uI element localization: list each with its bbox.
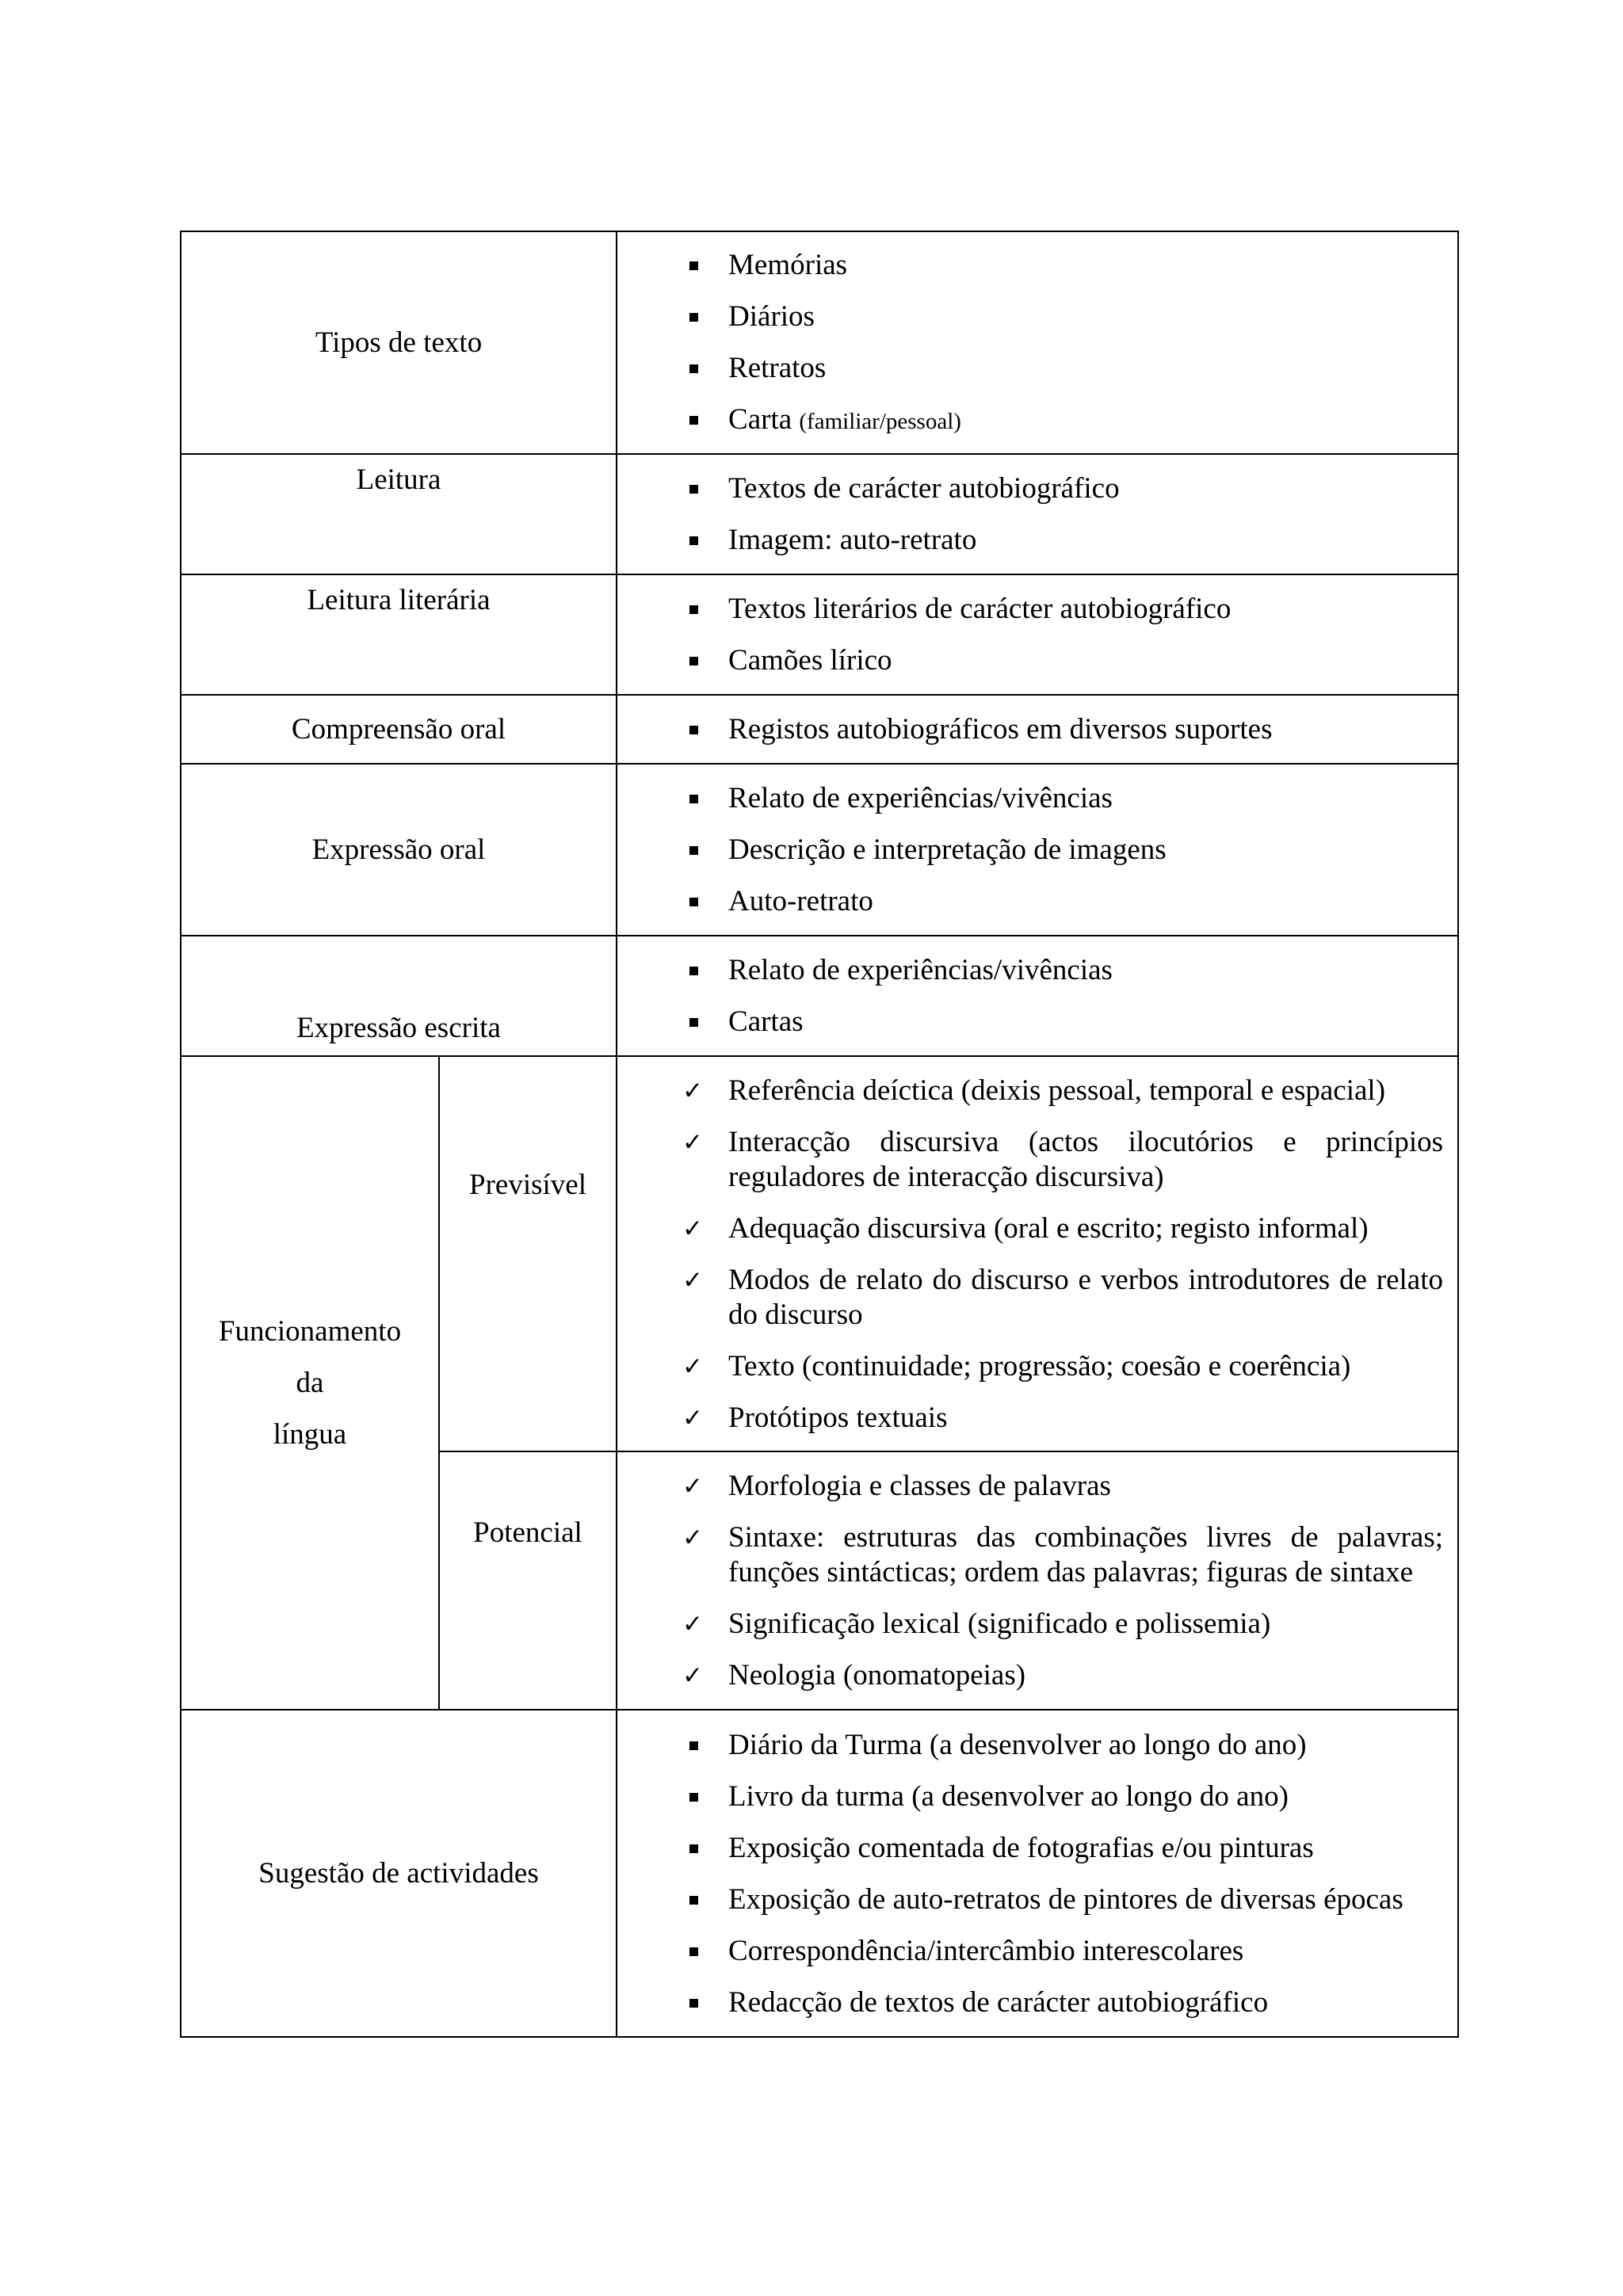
- row-label: Tipos de texto: [181, 231, 617, 454]
- row-content: [617, 936, 1458, 1056]
- square-bullet-icon: [689, 1896, 698, 1905]
- checkmark-icon: ✓: [682, 1127, 704, 1157]
- carta-note: (familiar/pessoal): [799, 408, 961, 434]
- list-item: Memórias: [617, 248, 1443, 283]
- list-item: Relato de experiências/vivências: [617, 781, 1443, 816]
- list-item: Auto-retrato: [617, 884, 1443, 919]
- list-item: ✓ Texto (continuidade; progressão; coesão e coerência): [682, 1349, 1351, 1383]
- list-item: ✓ Neologia (onomatopeias): [682, 1659, 1026, 1691]
- row-label: Sugestão de actividades: [181, 1710, 617, 2037]
- list-item: Exposição comentada de fotografias e/ou pinturas: [617, 1831, 1443, 1866]
- square-bullet-icon: [689, 485, 698, 494]
- square-bullet-icon: [689, 898, 698, 906]
- row-tipos-de-texto: [181, 231, 1458, 454]
- square-bullet-icon: [689, 846, 698, 855]
- row-content: [617, 574, 1458, 695]
- row-label: Compreensão oral: [181, 695, 617, 764]
- list-item: Registos autobiográficos em diversos suportes: [617, 712, 1443, 747]
- potencial-label: Potencial: [439, 1451, 617, 1710]
- list-item: Diários: [617, 299, 1443, 334]
- list-item: Relato de experiências/vivências: [617, 953, 1443, 988]
- list-item: ✓ Modos de relato do discurso e verbos introdutores de relato do discurso: [682, 1263, 1444, 1331]
- row-content: [617, 231, 1458, 454]
- funcionamento-label: Funcionamento da língua: [181, 1056, 439, 1710]
- list-item: ✓ Sintaxe: estruturas das combinações livres de palavras; funções sintácticas; ordem das palavras; figuras de sintaxe: [682, 1521, 1444, 1589]
- square-bullet-icon: [689, 1741, 698, 1750]
- square-bullet-icon: [689, 1018, 698, 1027]
- curriculum-table: [180, 231, 1459, 2038]
- previsivel-label: Previsível: [439, 1056, 617, 1451]
- row-leitura: [181, 454, 1458, 574]
- list-item: Descrição e interpretação de imagens: [617, 833, 1443, 868]
- square-bullet-icon: [689, 967, 698, 975]
- square-bullet-icon: [689, 605, 698, 614]
- checkmark-icon: ✓: [682, 1265, 704, 1295]
- row-funcionamento-previsivel: [181, 1056, 1458, 1451]
- row-label: Leitura: [181, 454, 617, 574]
- checkmark-icon: ✓: [682, 1403, 704, 1432]
- row-leitura-literaria: [181, 574, 1458, 695]
- square-bullet-icon: [689, 657, 698, 666]
- checkmark-icon: ✓: [682, 1214, 704, 1243]
- row-label: Expressão escrita: [181, 936, 617, 1056]
- row-content: [617, 695, 1458, 764]
- checkmark-icon: ✓: [682, 1352, 704, 1381]
- square-bullet-icon: [689, 795, 698, 803]
- list-item: ✓ Adequação discursiva (oral e escrito; registo informal): [682, 1211, 1369, 1245]
- list-item: ✓ Interacção discursiva (actos ilocutórios e princípios reguladores de interacção discursiva): [682, 1125, 1444, 1193]
- list-item: Exposição de auto-retratos de pintores de diversas épocas: [617, 1882, 1443, 1917]
- row-expressao-oral: [181, 764, 1458, 936]
- row-sugestao-actividades: [181, 1710, 1458, 2037]
- list-item: Livro da turma (a desenvolver ao longo do ano): [617, 1779, 1443, 1814]
- list-item: Diário da Turma (a desenvolver ao longo do ano): [617, 1728, 1443, 1763]
- list-item: Redacção de textos de carácter autobiográfico: [617, 1985, 1443, 2020]
- list-item: Cartas: [617, 1005, 1443, 1039]
- list-item: ✓ Referência deíctica (deixis pessoal, temporal e espacial): [682, 1074, 1386, 1107]
- square-bullet-icon: [689, 364, 698, 373]
- checkmark-icon: ✓: [682, 1524, 704, 1552]
- square-bullet-icon: [689, 1844, 698, 1853]
- row-content: [617, 1710, 1458, 2037]
- square-bullet-icon: [689, 1947, 698, 1956]
- list-item: ✓ Protótipos textuais: [682, 1401, 948, 1434]
- square-bullet-icon: [689, 726, 698, 734]
- list-item: Camões lírico: [617, 643, 1443, 678]
- row-content: [617, 1451, 1458, 1710]
- checkmark-icon: ✓: [682, 1472, 704, 1501]
- row-label: Leitura literária: [181, 574, 617, 695]
- row-content: [617, 454, 1458, 574]
- checkmark-icon: ✓: [682, 1610, 704, 1638]
- row-content: [617, 764, 1458, 936]
- list-item: Textos literários de carácter autobiográfico: [617, 592, 1443, 627]
- square-bullet-icon: [689, 536, 698, 545]
- square-bullet-icon: [689, 261, 698, 270]
- row-expressao-escrita: [181, 936, 1458, 1056]
- row-content: [617, 1056, 1458, 1451]
- list-item: Correspondência/intercâmbio interescolares: [617, 1934, 1443, 1969]
- row-compreensao-oral: [181, 695, 1458, 764]
- checkmark-icon: ✓: [682, 1076, 704, 1105]
- square-bullet-icon: [689, 1999, 698, 2008]
- list-item: ✓ Significação lexical (significado e polissemia): [682, 1608, 1271, 1640]
- list-item: Retratos: [617, 351, 1443, 386]
- row-label: Expressão oral: [181, 764, 617, 936]
- checkmark-icon: ✓: [682, 1661, 704, 1690]
- list-item: Carta (familiar/pessoal): [617, 402, 1443, 439]
- list-item: ✓ Morfologia e classes de palavras: [682, 1470, 1111, 1502]
- square-bullet-icon: [689, 313, 698, 322]
- list-item: Imagem: auto-retrato: [617, 523, 1443, 558]
- list-item: Textos de carácter autobiográfico: [617, 471, 1443, 506]
- square-bullet-icon: [689, 416, 698, 425]
- square-bullet-icon: [689, 1793, 698, 1802]
